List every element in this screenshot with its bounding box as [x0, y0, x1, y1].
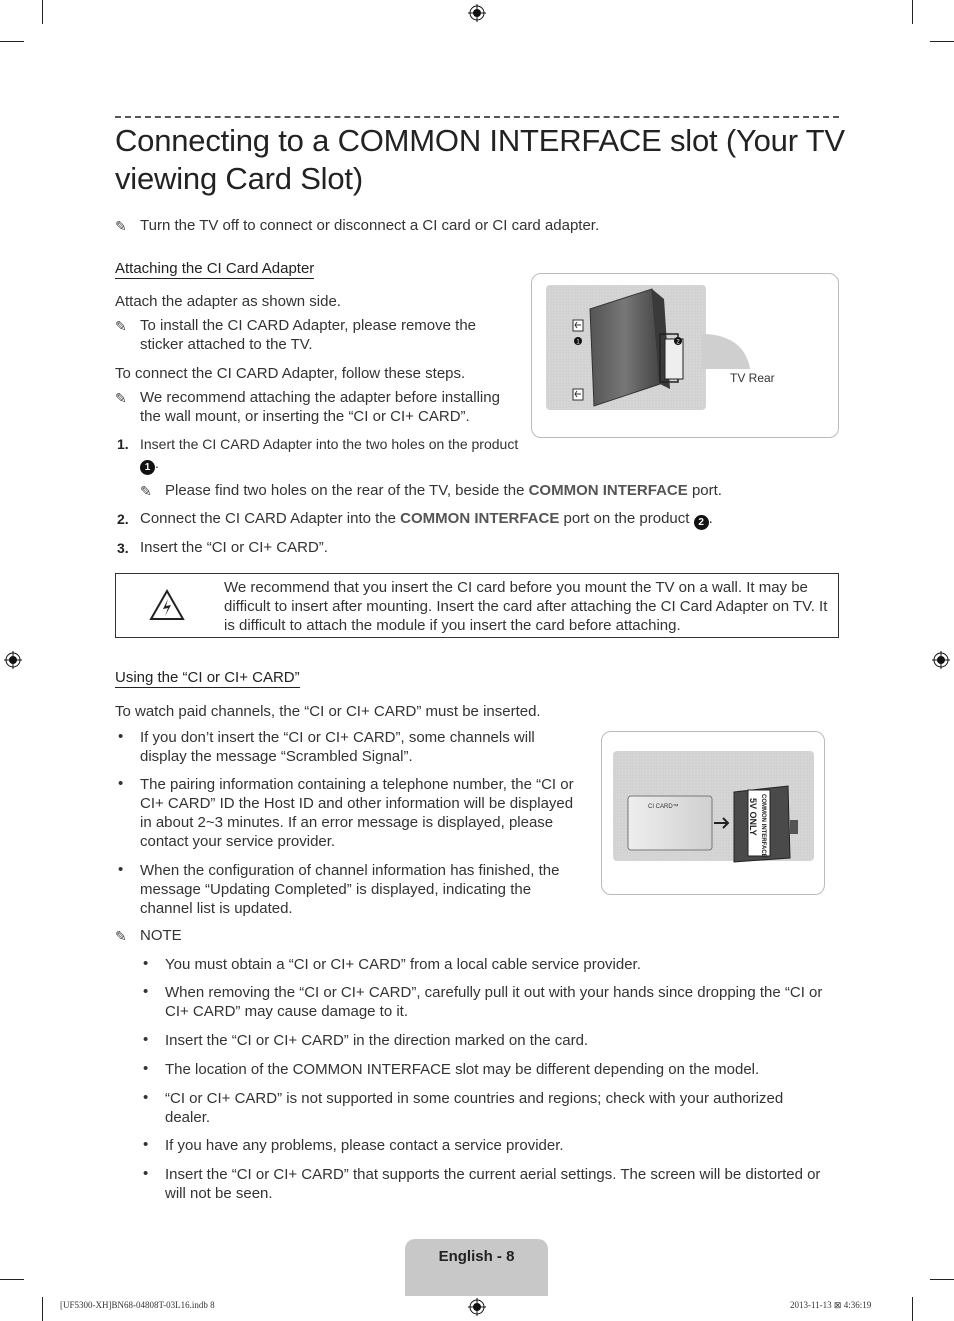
registration-mark-icon: [468, 1298, 486, 1316]
note-heading: NOTE: [140, 927, 182, 944]
section1-note: To install the CI CARD Adapter, please remove the sticker attached to the TV.: [140, 317, 477, 353]
step-note-part: port.: [691, 482, 722, 499]
section1-paragraph: To connect the CI CARD Adapter, follow these steps.: [115, 365, 466, 382]
bullet-icon: •: [143, 955, 149, 972]
page-number-tab: [405, 1239, 548, 1296]
figure-card-label: CI CARD™: [648, 804, 679, 810]
step-note: [165, 481, 845, 500]
step-text: Insert the “CI or CI+ CARD”.: [140, 539, 328, 556]
step-text-part: .: [155, 455, 159, 471]
registration-mark-icon: [4, 651, 22, 669]
bullet-icon: •: [143, 1165, 149, 1182]
crop-mark: [0, 41, 24, 42]
list-item: The pairing information containing a telephone number, the “CI or CI+ CARD” ID the Host ID and other information will be displayed in about 2~3 minutes. If an error message is displayed, please contact your service provider.: [140, 776, 574, 850]
note-list-item: If you have any problems, please contact a service provider.: [165, 1137, 564, 1154]
step-number: 1.: [117, 436, 129, 452]
note-list-item: When removing the “CI or CI+ CARD”, carefully pull it out with your hands since dropping the “CI or CI+ CARD” may cause damage to it.: [165, 984, 823, 1020]
crop-mark: [42, 1297, 43, 1321]
bullet-icon: •: [143, 1136, 149, 1153]
bullet-icon: •: [118, 728, 124, 745]
figure-slot-label: COMMON INTERFACE: [760, 794, 766, 858]
marker-2-icon: 2: [694, 515, 709, 530]
step-number: 2.: [117, 511, 129, 527]
section1-paragraph: Attach the adapter as shown side.: [115, 293, 341, 310]
ci-card-illustration: [602, 732, 824, 894]
crop-mark: [42, 0, 43, 24]
bullet-icon: •: [143, 1060, 149, 1077]
warning-text: We recommend that you insert the CI card before you mount the TV on a wall. It may be difficult to insert after mounting. Insert the card after attaching the CI Card Adapter on TV. It is difficult to attach the module if you insert the card before attaching.: [224, 579, 828, 634]
bullet-icon: •: [118, 775, 124, 792]
ui-term: COMMON INTERFACE: [528, 482, 688, 499]
note-list-item: Insert the “CI or CI+ CARD” in the direction marked on the card.: [165, 1032, 589, 1049]
tv-rear-figure: [531, 273, 839, 438]
bullet-icon: •: [143, 1031, 149, 1048]
section1-note: We recommend attaching the adapter before installing the wall mount, or inserting the “CI or CI+ CARD”.: [140, 389, 500, 425]
section-heading-attaching: Attaching the CI Card Adapter: [115, 260, 315, 277]
step-text: [140, 435, 520, 475]
intro-note: Turn the TV off to connect or disconnect a CI card or CI card adapter.: [140, 217, 600, 234]
pencil-icon: ✎: [115, 318, 127, 334]
title-rule: [115, 116, 839, 118]
bullet-icon: •: [143, 1089, 149, 1106]
step-text-part: Insert the CI CARD Adapter into the two holes on the product: [140, 436, 519, 452]
section-heading-using: Using the “CI or CI+ CARD”: [115, 669, 300, 686]
section2-paragraph: To watch paid channels, the “CI or CI+ CARD” must be inserted.: [115, 703, 541, 720]
figure-marker: 1: [576, 339, 580, 346]
step-text-part: .: [708, 510, 713, 527]
pencil-icon: ✎: [115, 928, 127, 944]
crop-mark: [912, 1297, 913, 1321]
pencil-icon: ✎: [115, 390, 127, 406]
list-item: If you don’t insert the “CI or CI+ CARD”, some channels will display the message “Scrambled Signal”.: [140, 729, 535, 765]
warning-box: [115, 573, 839, 638]
pencil-icon: ✎: [115, 218, 127, 234]
print-timestamp: 2013-11-13 ⊠ 4:36:19: [790, 1300, 872, 1310]
step-note-part: Please find two holes on the rear of the TV, beside the: [165, 482, 525, 499]
step-text-part: Connect the CI CARD Adapter into the: [140, 510, 396, 527]
bullet-icon: •: [118, 861, 124, 878]
crop-mark: [0, 1279, 24, 1280]
page-title: Connecting to a COMMON INTERFACE slot (Your TV viewing Card Slot): [115, 123, 845, 196]
note-list-item: You must obtain a “CI or CI+ CARD” from a local cable service provider.: [165, 956, 641, 973]
crop-mark: [912, 0, 913, 24]
figure-marker: 2: [676, 339, 680, 346]
bullet-icon: •: [143, 983, 149, 1000]
registration-mark-icon: [932, 651, 950, 669]
marker-1-icon: 1: [140, 460, 155, 475]
ui-term: COMMON INTERFACE: [400, 510, 560, 527]
step-text: [140, 509, 840, 530]
crop-mark: [930, 41, 954, 42]
step-number: 3.: [117, 540, 129, 556]
note-list-item: Insert the “CI or CI+ CARD” that supports the current aerial settings. The screen will be distorted or will not be seen.: [165, 1166, 821, 1202]
page-number-label: English - 8: [438, 1248, 515, 1265]
step-text-part: port on the product: [563, 510, 690, 527]
ci-card-figure: [601, 731, 825, 895]
print-file-info: [UF5300-XH]BN68-04808T-03L16.indb 8: [60, 1300, 215, 1310]
warning-triangle-icon: [149, 589, 185, 621]
crop-mark: [930, 1279, 954, 1280]
note-list-item: The location of the COMMON INTERFACE slot may be different depending on the model.: [165, 1061, 760, 1078]
list-item: When the configuration of channel information has finished, the message “Updating Completed” is displayed, indicating the channel list is updated.: [140, 862, 560, 917]
registration-mark-icon: [468, 4, 486, 22]
figure-slot-sub: 5V ONLY: [748, 798, 758, 836]
tv-rear-illustration: [532, 274, 838, 437]
note-list-item: “CI or CI+ CARD” is not supported in some countries and regions; check with your authorized dealer.: [165, 1090, 784, 1126]
figure-label-tv-rear: TV Rear: [730, 371, 775, 385]
pencil-icon: ✎: [140, 483, 152, 499]
